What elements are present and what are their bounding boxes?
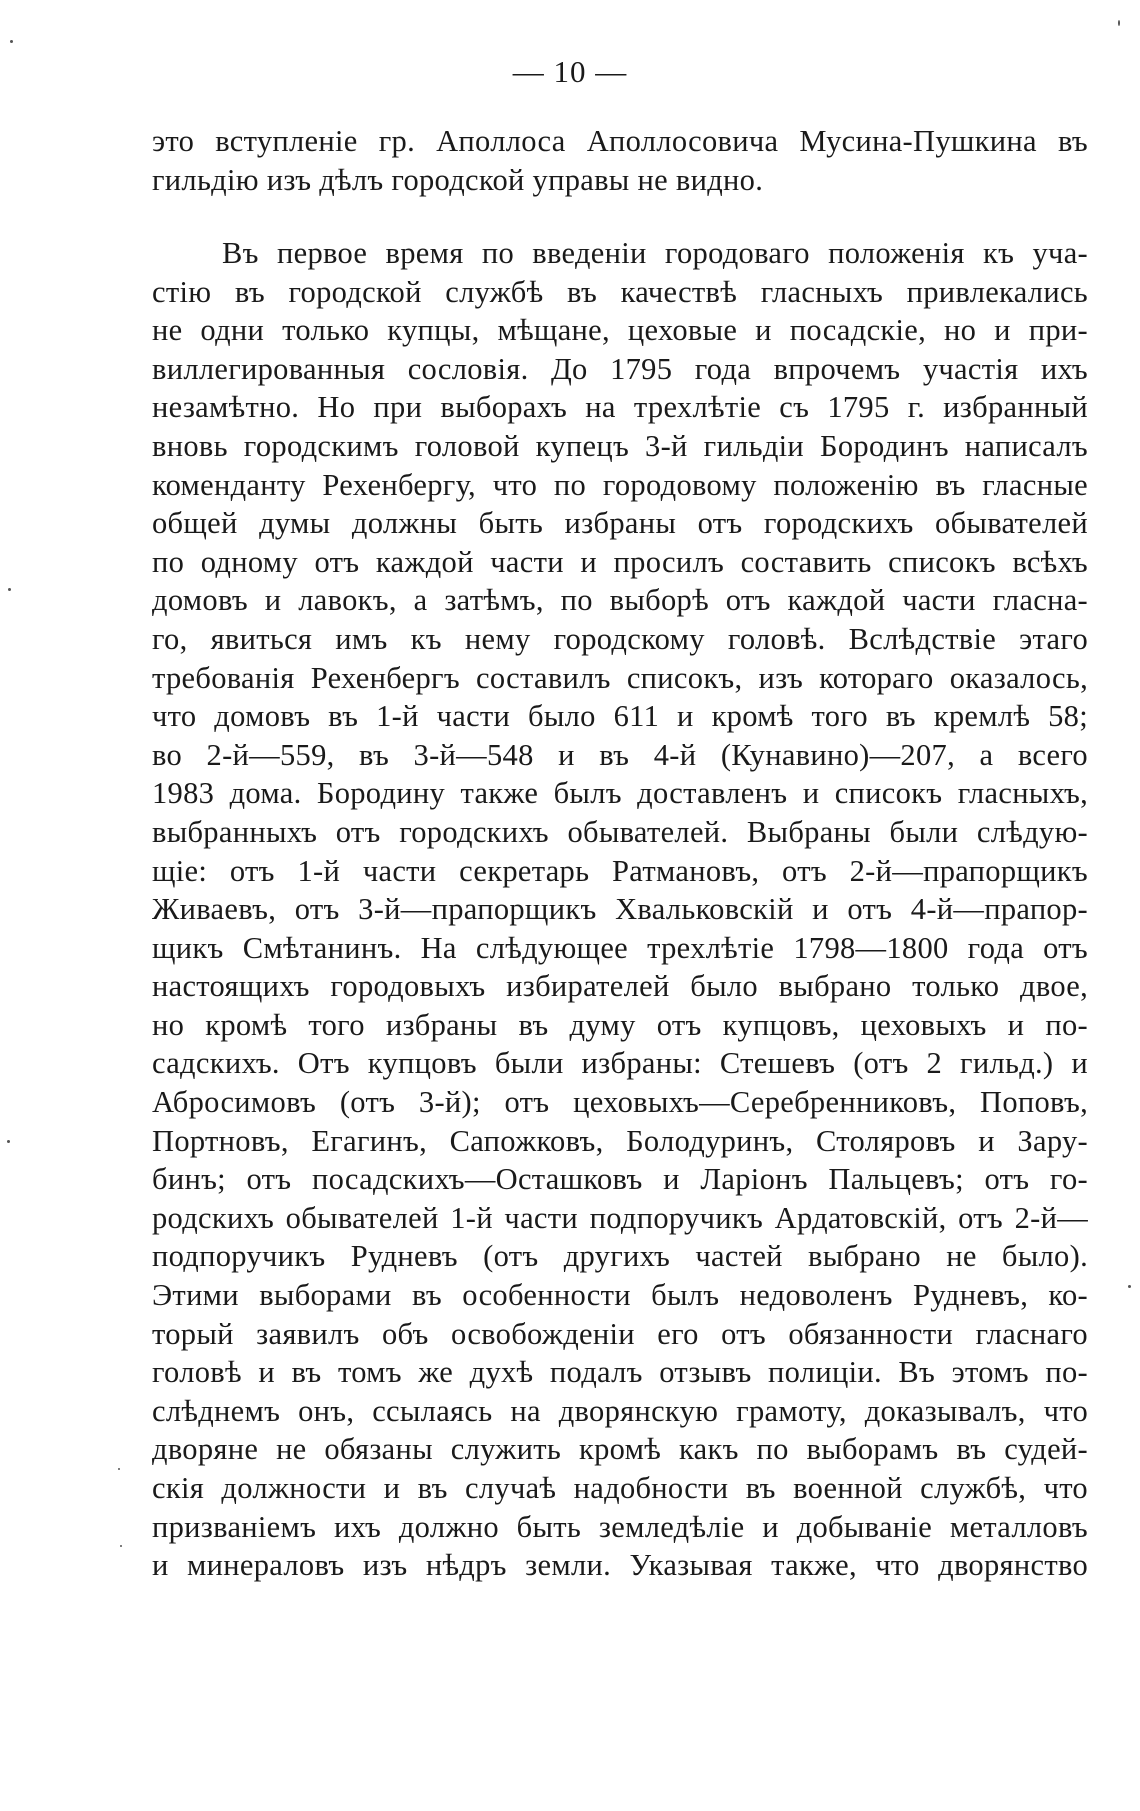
text-line: Этими выборами въ особенности былъ недоволенъ Рудневъ, ко- <box>152 1278 1088 1313</box>
text-line: вновь городскимъ головой купецъ 3-й гильдіи Бородинъ написалъ <box>152 428 1088 463</box>
text-line: незамѣтно. Но при выборахъ на трехлѣтіе съ 1795 г. избранный <box>152 390 1088 425</box>
text-line: гильдію изъ дѣлъ городской управы не видно. <box>152 162 764 197</box>
text-line: скія должности и въ случаѣ надобности въ военной службѣ, что <box>152 1471 1088 1505</box>
text-line: настоящихъ городовыхъ избирателей было выбрано только двое, <box>152 969 1088 1004</box>
text-line: Живаевъ, отъ 3-й—прапорщикъ Хвальковскій и отъ 4-й—прапор- <box>152 892 1088 927</box>
text-line: щіе: отъ 1-й части секретарь Ратмановъ, отъ 2-й—прапорщикъ <box>152 853 1088 888</box>
text-line: что домовъ въ 1-й части было 611 и кромѣ того въ кремлѣ 58; <box>152 699 1088 734</box>
text-line: го, явиться имъ къ нему городскому головѣ. Вслѣдствіе этаго <box>152 621 1088 656</box>
scan-speck <box>1128 1285 1131 1288</box>
text-line: но кромѣ того избраны въ думу отъ купцовъ, цеховыхъ и по- <box>152 1007 1088 1042</box>
text-line: домовъ и лавокъ, а затѣмъ, по выборѣ отъ каждой части гласна- <box>152 583 1088 618</box>
text-line: коменданту Рехенбергу, что по городовому положенію въ гласные <box>152 467 1088 502</box>
text-line: призваніемъ ихъ должно быть земледѣліе и добываніе металловъ <box>152 1509 1088 1544</box>
text-line: подпоручикъ Рудневъ (отъ другихъ частей выбрано не было). <box>152 1239 1088 1274</box>
text-line: Абросимовъ (отъ 3-й); отъ цеховыхъ—Серебренниковъ, Поповъ, <box>152 1085 1088 1120</box>
text-line: общей думы должны быть избраны отъ городскихъ обывателей <box>152 506 1088 541</box>
scan-speck <box>118 1468 120 1470</box>
text-line: и минераловъ изъ нѣдръ земли. Указывая также, что дворянство <box>152 1548 1088 1583</box>
text-line: виллегированныя сословія. До 1795 года впрочемъ участія ихъ <box>152 351 1088 386</box>
scan-speck <box>120 1545 122 1547</box>
text-line: щикъ Смѣтанинъ. На слѣдующее трехлѣтіе 1798—1800 года отъ <box>152 930 1088 965</box>
paragraph-1 <box>152 122 1088 199</box>
text-line: это вступленіе гр. Аполлоса Аполлосовича Мусина-Пушкина въ <box>152 124 1088 158</box>
paragraph-2 <box>152 234 1088 1585</box>
text-line: выбранныхъ отъ городскихъ обывателей. Выбраны были слѣдую- <box>152 814 1088 849</box>
page-number: — 10 — <box>512 54 628 89</box>
text-line: требованія Рехенбергъ составилъ списокъ, изъ котораго оказалось, <box>152 660 1088 695</box>
scan-speck <box>7 1140 10 1143</box>
text-line: садскихъ. Отъ купцовъ были избраны: Стешевъ (отъ 2 гильд.) и <box>152 1046 1088 1081</box>
text-line: не одни только купцы, мѣщане, цеховые и посадскіе, но и при- <box>152 313 1088 348</box>
text-line: во 2-й—559, въ 3-й—548 и въ 4-й (Кунавино)—207, а всего <box>152 737 1088 772</box>
scan-speck <box>1118 20 1120 26</box>
text-line: бинъ; отъ посадскихъ—Осташковъ и Ларіонъ Пальцевъ; отъ го- <box>152 1162 1088 1197</box>
scan-speck <box>10 40 13 43</box>
text-line: слѣднемъ онъ, ссылаясь на дворянскую грамоту, доказывалъ, что <box>152 1393 1088 1428</box>
text-line: родскихъ обывателей 1-й части подпоручикъ Ардатовскій, отъ 2-й— <box>152 1200 1088 1235</box>
scan-speck <box>8 588 11 591</box>
text-line: дворяне не обязаны служить кромѣ какъ по выборамъ въ судей- <box>152 1432 1088 1467</box>
text-line: 1983 дома. Бородину также былъ доставленъ и списокъ гласныхъ, <box>152 776 1088 811</box>
text-line: стію въ городской службѣ въ качествѣ гласныхъ привлекались <box>152 274 1088 309</box>
text-line: Въ первое время по введеніи городоваго положенія къ уча- <box>222 236 1088 270</box>
text-line: головѣ и въ томъ же духѣ подалъ отзывъ полиціи. Въ этомъ по- <box>152 1355 1088 1390</box>
text-line: по одному отъ каждой части и просилъ составить списокъ всѣхъ <box>152 544 1088 579</box>
text-line: торый заявилъ объ освобожденіи его отъ обязанности гласнаго <box>152 1316 1088 1351</box>
text-line: Портновъ, Егагинъ, Сапожковъ, Болодуринъ, Столяровъ и Зару- <box>152 1123 1088 1158</box>
